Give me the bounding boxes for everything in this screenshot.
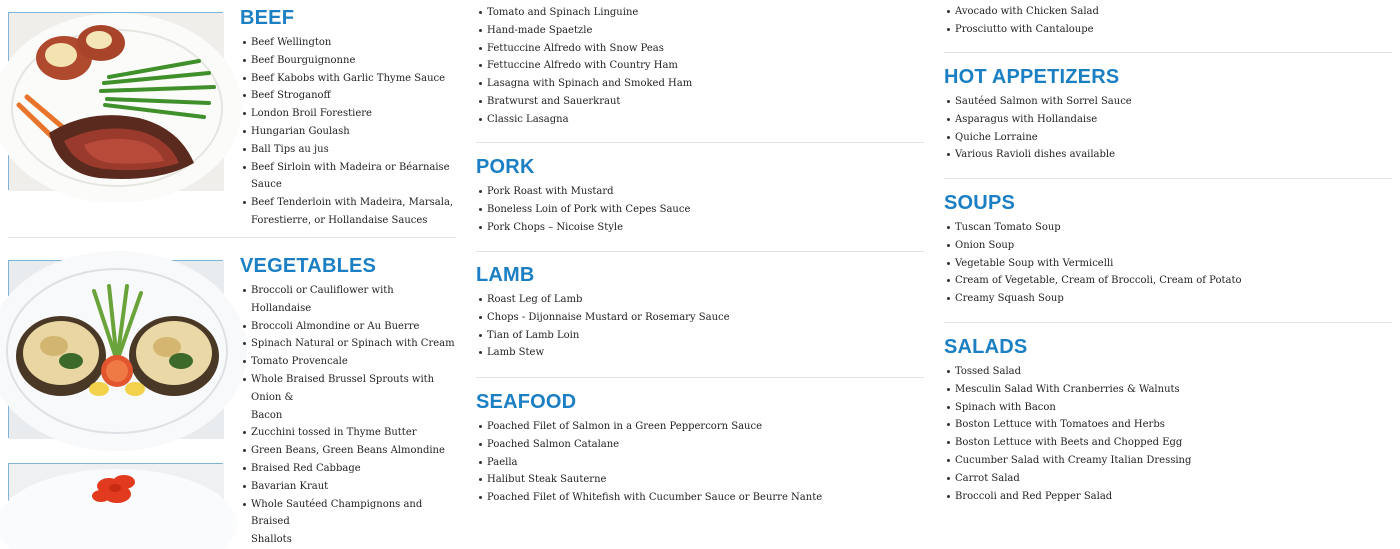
list-item: Beef Wellington [251,34,456,52]
list-item: Bavarian Kraut [251,478,456,496]
list-item: Broccoli or Cauliflower with Hollandaise [251,282,456,318]
list-item: Halibut Steak Sauterne [487,471,924,489]
list-item: Avocado with Chicken Salad [955,3,1392,21]
list-item: Beef Stroganoff [251,87,456,105]
lamb-section [476,263,924,362]
list-item: Asparagus with Hollandaise [955,111,1392,129]
list-item-continuation: Forestierre, or Hollandaise Sauces [251,214,428,226]
list-item: Cream of Vegetable, Cream of Broccoli, Cream of Potato [955,272,1392,290]
list-item: Lasagna with Spinach and Smoked Ham [487,75,924,93]
list-item-continuation: Bacon [251,409,283,421]
seafood-list [476,418,924,507]
hot-appetizers-list [944,93,1392,164]
beef-section [8,0,456,230]
section-title-hot-appetizers: HOT APPETIZERS [944,66,1120,88]
list-item: Various Ravioli dishes available [955,146,1392,164]
list-item: Poached Salmon Catalane [487,436,924,454]
pasta-section [476,0,924,129]
list-item: Whole Braised Brussel Sprouts with Onion & [251,371,456,407]
section-title-seafood: SEAFOOD [476,391,577,413]
list-item: Poached Filet of Whitefish with Cucumber Sauce or Beurre Nante [487,489,924,507]
list-item: Mesculin Salad With Cranberries & Walnuts [955,381,1392,399]
column-3 [944,0,1392,502]
section-title-soups: SOUPS [944,192,1016,214]
list-item: Boneless Loin of Pork with Cepes Sauce [487,201,924,219]
list-item: Hungarian Goulash [251,123,456,141]
list-item: Classic Lasagna [487,111,924,129]
list-item: Tuscan Tomato Soup [955,219,1392,237]
divider [944,178,1392,179]
list-item: Hand-made Spaetzle [487,22,924,40]
list-item: Zucchini tossed in Thyme Butter [251,424,456,442]
list-item: Spinach Natural or Spinach with Cream [251,335,456,353]
list-item: Beef Tenderloin with Madeira, Marsala, [251,194,456,212]
divider [476,377,924,378]
list-item: Prosciutto with Cantaloupe [955,21,1392,39]
pork-section [476,155,924,236]
column-1 [8,0,456,546]
list-item: Lamb Stew [487,344,924,362]
list-item: Cucumber Salad with Creamy Italian Dressing [955,452,1392,470]
list-item: Tomato and Spinach Linguine [487,4,924,22]
list-item: Beef Sirloin with Madeira or Béarnaise Sauce [251,159,456,195]
list-item: Fettuccine Alfredo with Country Ham [487,57,924,75]
list-item: Pork Roast with Mustard [487,183,924,201]
cold-appetizers-list [944,3,1392,39]
list-item: Tomato Provencale [251,353,456,371]
list-item: Beef Kabobs with Garlic Thyme Sauce [251,70,456,88]
pork-list [476,183,924,236]
list-item: Boston Lettuce with Tomatoes and Herbs [955,416,1392,434]
cold-appetizers-section [944,0,1392,39]
list-item: Tossed Salad [955,363,1392,381]
list-item: Chops - Dijonnaise Mustard or Rosemary Sauce [487,309,924,327]
section-title-salads: SALADS [944,336,1028,358]
list-item: Boston Lettuce with Beets and Chopped Egg [955,434,1392,452]
list-item: Carrot Salad [955,470,1392,488]
list-item: Creamy Squash Soup [955,290,1392,308]
beef-list [240,34,456,230]
pasta-list [476,4,924,129]
list-item: Fettuccine Alfredo with Snow Peas [487,40,924,58]
list-item-continuation: Shallots [251,534,292,546]
hot-appetizers-section [944,65,1392,164]
salads-section [944,335,1392,505]
list-item: Onion Soup [955,237,1392,255]
list-item: Whole Sautéed Champignons and Braised [251,496,456,532]
list-item: Quiche Lorraine [955,129,1392,147]
list-item: Ball Tips au jus [251,141,456,159]
tomato-rose-photo [8,463,223,523]
vegetables-list [240,282,456,549]
divider [944,322,1392,323]
list-item: Roast Leg of Lamb [487,291,924,309]
section-title-lamb: LAMB [476,264,535,286]
list-item: Vegetable Soup with Vermicelli [955,255,1392,273]
section-title-vegetables: VEGETABLES [240,255,377,277]
section-title-beef: BEEF [240,7,295,29]
list-item: Braised Red Cabbage [251,460,456,478]
list-item: Paella [487,454,924,472]
list-item: Broccoli and Red Pepper Salad [955,488,1392,506]
divider [476,142,924,143]
list-item: Sautéed Salmon with Sorrel Sauce [955,93,1392,111]
seafood-section [476,390,924,507]
lamb-list [476,291,924,362]
list-item: Green Beans, Green Beans Almondine [251,442,456,460]
list-item: Tian of Lamb Loin [487,327,924,345]
list-item: Bratwurst and Sauerkraut [487,93,924,111]
list-item: Spinach with Bacon [955,399,1392,417]
list-item: London Broil Forestiere [251,105,456,123]
section-title-pork: PORK [476,156,535,178]
list-item: Beef Bourguignonne [251,52,456,70]
list-item: Pork Chops – Nicoise Style [487,219,924,237]
divider [944,52,1392,53]
column-2 [476,0,924,504]
list-item: Broccoli Almondine or Au Buerre [251,318,456,336]
soups-list [944,219,1392,308]
divider [8,237,456,238]
salads-list [944,363,1392,505]
list-item: Poached Filet of Salmon in a Green Peppercorn Sauce [487,418,924,436]
soups-section [944,191,1392,308]
divider [476,251,924,252]
